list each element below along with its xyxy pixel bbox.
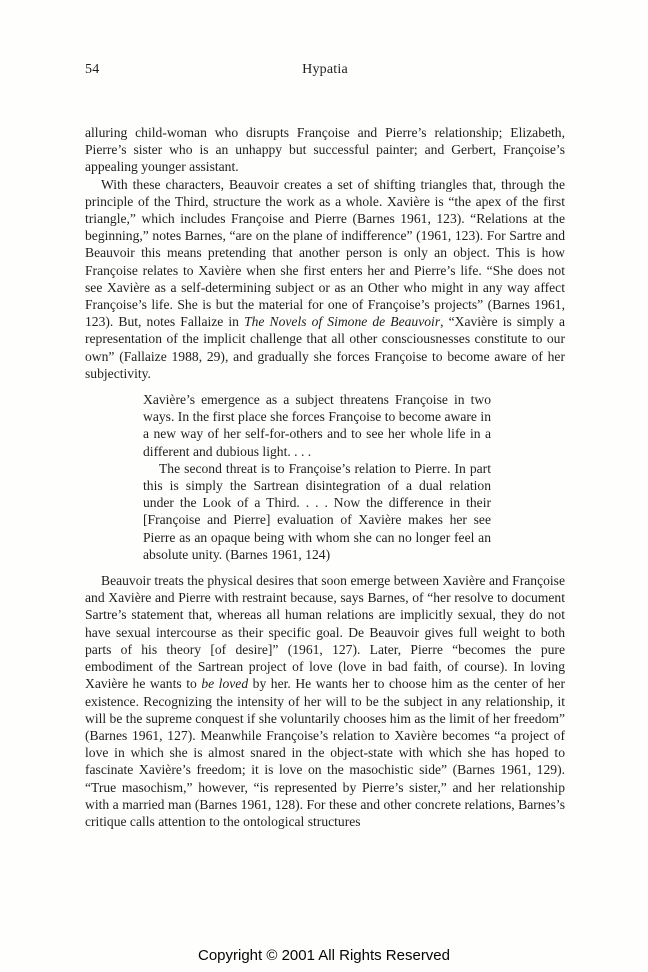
page-body bbox=[85, 124, 565, 830]
page-header bbox=[85, 62, 565, 78]
block-quote-paragraph bbox=[143, 460, 491, 563]
block-quote-paragraph bbox=[143, 391, 491, 460]
body-paragraph bbox=[85, 124, 565, 176]
italic-text: be loved bbox=[201, 676, 249, 692]
page-number: 54 bbox=[85, 62, 100, 77]
copyright-footer: Copyright © 2001 All Rights Reserved bbox=[197, 947, 450, 964]
italic-text: The Novels of Simone de Beauvoir bbox=[244, 314, 441, 330]
body-paragraph bbox=[85, 176, 565, 382]
text-run: Beauvoir treats the physical desires that soon emerge between Xavière and Françoise and Xavière and Pierre with restraint because, says Barnes, of “her resolve to document Sartre’s statement that, whereas all human relations are implicitly sexual, they do not have sexual intercourse as their specific goal. De Beauvoir gives full weight to both parts of his theory [of desire]” (1961, 127). Later, Pierre “becomes the pure embodiment of the Sartrean project of love (love in bad faith, of course). In loving Xavière he wants to bbox=[85, 573, 565, 692]
running-head: Hypatia bbox=[302, 62, 348, 77]
text-run: alluring child-woman who disrupts Françoise and Pierre’s relationship; Elizabeth, Pierre’s sister who is an unhappy but successful painter; and Gerbert, Françoise’s appealing younger assistant. bbox=[85, 125, 565, 175]
body-paragraph bbox=[85, 572, 565, 830]
text-run: The second threat is to Françoise’s relation to Pierre. In part this is simply the Sartrean disintegration of a dual relation under the Look of a Third. . . . Now the difference in their [Françoise and Pierre] evaluation of Xavière makes her see Pierre as an opaque being with whom she can no longer feel an absolute unity. (Barnes 1961, 124) bbox=[143, 460, 491, 562]
text-run: by her. He wants her to choose him as the center of her existence. Recognizing the intensity of her will to be the subject in any relationship, it will be the supreme conquest if she voluntarily chooses him as the limit of her freedom” (Barnes 1961, 127). Meanwhile Françoise’s relation to Xavière becomes “a project of love in which she is almost snared in the object-state with which she has hoped to fascinate Xavière’s freedom; it is love on the masochistic side” (Barnes 1961, 129). “True masochism,” however, “is represented by Pierre’s sister,” and her relationship with a married man (Barnes 1961, 128). For these and other concrete relations, Barnes’s critique calls attention to the ontological structures bbox=[85, 676, 565, 829]
text-run: Xavière’s emergence as a subject threatens Françoise in two ways. In the first place she forces Françoise to become aware in a new way of her self-for-others and to see her whole life in a different and dubious light. . . . bbox=[143, 392, 491, 459]
text-run: With these characters, Beauvoir creates a set of shifting triangles that, through the principle of the Third, structure the work as a whole. Xavière is “the apex of the first triangle,” which includes Françoise and Pierre (Barnes 1961, 123). “Relations at the beginning,” notes Barnes, “are on the plane of indifference” (1961, 123). For Sartre and Beauvoir this means pretending that another person is only an object. This is how Françoise relates to Xavière when she first enters her and Pierre’s life. “She does not see Xavière as a self-determining subject or as an Other who might in any way affect Françoise’s life. She is but the material for one of Françoise’s projects” (Barnes 1961, 123). But, notes Fallaize in bbox=[85, 176, 565, 330]
text-run: , “Xavière is simply a representation of the implicit challenge that all other consciousnesses constitute to our own” (Fallaize 1988, 29), and gradually she forces Françoise to become aware of her subjectivity. bbox=[85, 314, 565, 381]
